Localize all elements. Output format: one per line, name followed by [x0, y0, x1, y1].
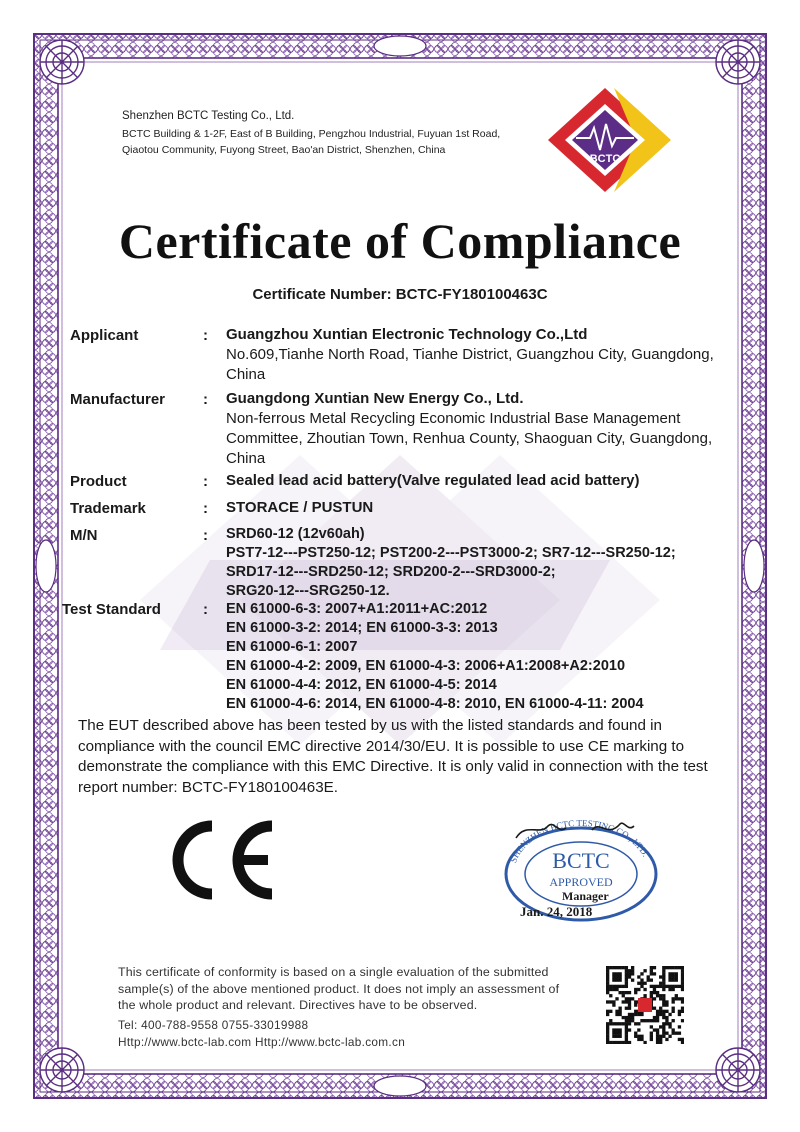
disclaimer-line: This certificate of conformity is based on a single evaluation of the submitted: [118, 965, 549, 979]
compliance-statement: [78, 716, 728, 798]
manufacturer-name: Guangdong Xuntian New Energy Co., Ltd.: [226, 390, 524, 407]
manufacturer-address-line2: Committee, Zhoutian Town, Renhua County, Shaoguan City, Guangdong,: [226, 430, 713, 447]
test-standard-label: Test Standard: [62, 601, 161, 618]
corner-ornament-tl: [40, 40, 84, 84]
trademark-label: Trademark: [70, 500, 146, 517]
manufacturer-address-line3: China: [226, 450, 266, 467]
stamp-date: Jan. 24, 2018: [520, 904, 593, 919]
test-standard-value: [226, 600, 644, 714]
edge-ornament-right: [744, 540, 764, 592]
statement-line: demonstrate the compliance with this EMC Directive. It is only valid in connection with the test: [78, 758, 708, 775]
mn-line: SRG20-12---SRG250-12.: [226, 583, 390, 599]
bctc-logo: [530, 80, 680, 200]
mn-line: SRD17-12---SRD250-12; SRD200-2---SRD3000-2;: [226, 564, 556, 580]
stamp-approved-text: APPROVED: [549, 875, 613, 889]
manufacturer-address-line1: Non-ferrous Metal Recycling Economic Industrial Base Management: [226, 410, 681, 427]
certificate-number: Certificate Number: BCTC-FY180100463C: [252, 286, 548, 303]
applicant-address-line2: China: [226, 366, 266, 383]
stamp-role: Manager: [562, 889, 609, 903]
mn-colon: :: [203, 527, 208, 544]
applicant-label: Applicant: [70, 327, 139, 344]
certificate-title: Certificate of Compliance: [118, 213, 682, 269]
standard-line: EN 61000-4-2: 2009, EN 61000-4-3: 2006+A1:2008+A2:2010: [226, 658, 626, 674]
mn-line: PST7-12---PST250-12; PST200-2---PST3000-2; SR7-12---SR250-12;: [226, 545, 676, 561]
mn-line: SRD60-12 (12v60ah): [226, 526, 365, 542]
company-address-line1: BCTC Building & 1-2F, East of B Building, Pengzhou Industrial, Fuyuan 1st Road,: [122, 128, 501, 140]
trademark-value: STORACE / PUSTUN: [226, 499, 374, 516]
applicant-value: [226, 325, 714, 385]
applicant-name: Guangzhou Xuntian Electronic Technology Co.,Ltd: [226, 326, 588, 343]
edge-ornament-bottom: [374, 1076, 426, 1096]
corner-ornament-br: [716, 1048, 760, 1092]
mn-label: M/N: [70, 527, 98, 544]
ce-mark-icon: [160, 818, 280, 902]
standard-line: EN 61000-4-4: 2012, EN 61000-4-5: 2014: [226, 677, 497, 693]
statement-line: report number: BCTC-FY180100463E.: [78, 778, 339, 796]
disclaimer: [118, 964, 608, 1014]
product-value: Sealed lead acid battery(Valve regulated lead acid battery): [226, 472, 640, 489]
statement-line: compliance with the council EMC directive 2014/30/EU. It is possible to use CE marking to: [78, 737, 685, 755]
contact-tel: Tel: 400-788-9558 0755-33019988: [118, 1018, 309, 1032]
standard-line: EN 61000-6-3: 2007+A1:2011+AC:2012: [226, 601, 488, 617]
contact-web: Http://www.bctc-lab.com Http://www.bctc-lab.com.cn: [118, 1035, 406, 1049]
applicant-address-line1: No.609,Tianhe North Road, Tianhe District, Guangzhou City, Guangdong,: [226, 346, 714, 363]
company-name: Shenzhen BCTC Testing Co., Ltd.: [122, 110, 295, 122]
statement-line: The EUT described above has been tested by us with the listed standards and found in: [78, 717, 662, 734]
manufacturer-value: [226, 389, 712, 469]
edge-ornament-top: [374, 36, 426, 56]
logo-text: BCTC: [589, 153, 621, 165]
stamp-ring-textpath: SHENZHEN BCTC TESTING CO., LTD.: [508, 817, 651, 865]
approval-stamp: [496, 812, 666, 924]
qr-code-icon[interactable]: [606, 966, 684, 1044]
disclaimer-line: sample(s) of the above mentioned product. It does not imply an assessment of: [118, 981, 560, 996]
test-standard-colon: :: [203, 601, 208, 618]
product-label: Product: [70, 473, 127, 490]
edge-ornament-left: [36, 540, 56, 592]
product-colon: :: [203, 473, 208, 490]
corner-ornament-bl: [40, 1048, 84, 1092]
manufacturer-colon: :: [203, 391, 208, 408]
standard-line: EN 61000-3-2: 2014; EN 61000-3-3: 2013: [226, 620, 498, 636]
mn-value: [226, 525, 676, 601]
stamp-center-text: BCTC: [552, 848, 610, 873]
manufacturer-label: Manufacturer: [70, 391, 166, 408]
standard-line: EN 61000-6-1: 2007: [226, 639, 358, 655]
standard-line: EN 61000-4-6: 2014, EN 61000-4-8: 2010, EN 61000-4-11: 2004: [226, 696, 644, 712]
disclaimer-line: the whole product and relevant. Directives have to be observed.: [118, 998, 478, 1012]
trademark-colon: :: [203, 500, 208, 517]
company-address-line2: Qiaotou Community, Fuyong Street, Bao'an District, Shenzhen, China: [122, 144, 446, 156]
applicant-colon: :: [203, 327, 208, 344]
corner-ornament-tr: [716, 40, 760, 84]
